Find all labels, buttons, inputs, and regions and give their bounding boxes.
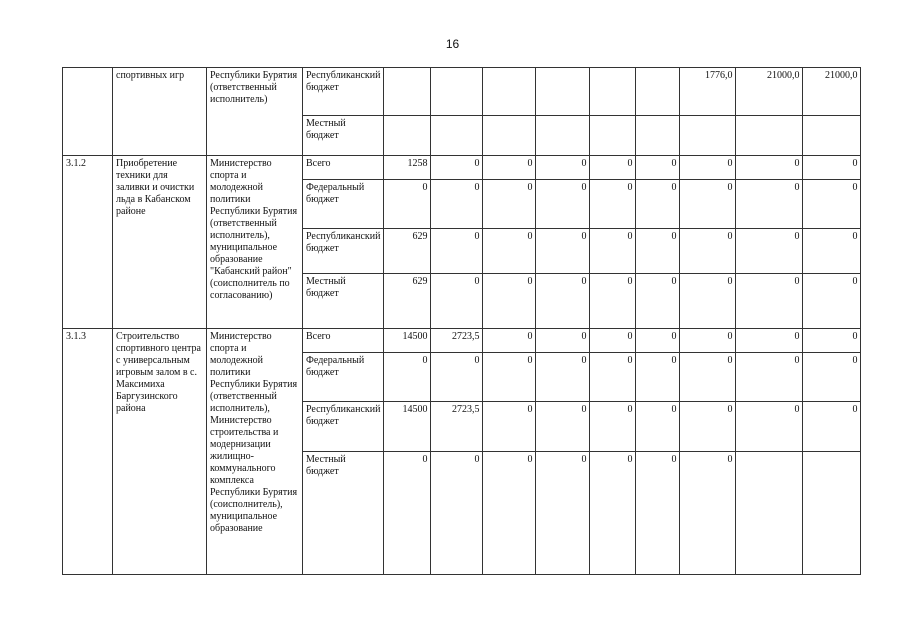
item-executor: Министерство спорта и молодежной политики Республики Бурятия (ответственный исполнитель), Министерство строительства и модернизации жилищно-коммунального комплекса Республики Бурятия (соисполнитель), муниципальное образование — [207, 329, 303, 575]
funding-value: 0 — [590, 156, 636, 180]
funding-source: Республиканский бюджет — [303, 229, 384, 274]
table-row — [63, 68, 861, 116]
funding-value: 0 — [483, 229, 536, 274]
funding-value: 0 — [431, 229, 483, 274]
funding-value: 0 — [636, 180, 680, 229]
funding-value: 0 — [803, 353, 861, 402]
item-title: спортивных игр — [113, 68, 207, 156]
funding-value — [736, 452, 803, 575]
funding-value — [536, 116, 590, 156]
funding-value — [431, 68, 483, 116]
funding-value — [590, 116, 636, 156]
funding-value: 0 — [736, 229, 803, 274]
funding-value: 0 — [803, 329, 861, 353]
funding-value: 0 — [536, 329, 590, 353]
funding-value — [431, 116, 483, 156]
funding-value: 2723,5 — [431, 329, 483, 353]
item-code: 3.1.2 — [63, 156, 113, 329]
funding-source: Республиканский бюджет — [303, 402, 384, 452]
funding-value: 0 — [636, 156, 680, 180]
funding-value: 0 — [590, 180, 636, 229]
funding-value: 0 — [590, 452, 636, 575]
funding-value: 0 — [590, 329, 636, 353]
funding-value: 0 — [590, 229, 636, 274]
funding-value: 0 — [536, 353, 590, 402]
table-body — [63, 68, 861, 575]
funding-value: 0 — [803, 402, 861, 452]
funding-value — [636, 68, 680, 116]
funding-value — [803, 452, 861, 575]
funding-value — [536, 68, 590, 116]
funding-value: 0 — [736, 156, 803, 180]
funding-value: 629 — [384, 229, 431, 274]
funding-value: 21000,0 — [736, 68, 803, 116]
funding-value: 0 — [736, 402, 803, 452]
budget-table — [62, 67, 861, 575]
funding-value: 0 — [536, 180, 590, 229]
funding-value: 0 — [636, 274, 680, 329]
table-row — [63, 156, 861, 180]
funding-source: Республиканский бюджет — [303, 68, 384, 116]
item-code: 3.1.3 — [63, 329, 113, 575]
funding-value: 0 — [803, 180, 861, 229]
funding-value: 0 — [384, 353, 431, 402]
funding-value: 0 — [636, 452, 680, 575]
funding-value: 0 — [736, 180, 803, 229]
funding-value: 0 — [680, 402, 736, 452]
funding-value: 0 — [384, 452, 431, 575]
item-executor: Министерство спорта и молодежной политики Республики Бурятия (ответственный исполнитель), муниципальное образование "Кабанский район" (соисполнитель по согласованию) — [207, 156, 303, 329]
funding-value: 0 — [680, 180, 736, 229]
funding-value: 0 — [431, 274, 483, 329]
funding-value: 14500 — [384, 329, 431, 353]
item-title: Приобретение техники для заливки и очистки льда в Кабанском районе — [113, 156, 207, 329]
funding-value: 0 — [536, 229, 590, 274]
funding-value — [803, 116, 861, 156]
funding-value: 0 — [680, 329, 736, 353]
funding-value: 0 — [803, 156, 861, 180]
funding-value: 21000,0 — [803, 68, 861, 116]
funding-source: Всего — [303, 156, 384, 180]
funding-source: Местный бюджет — [303, 274, 384, 329]
funding-value: 0 — [590, 274, 636, 329]
funding-value: 0 — [483, 180, 536, 229]
funding-value: 0 — [590, 402, 636, 452]
funding-source: Федеральный бюджет — [303, 353, 384, 402]
item-executor: Республики Бурятия (ответственный исполнитель) — [207, 68, 303, 156]
funding-value: 0 — [483, 402, 536, 452]
funding-value — [384, 116, 431, 156]
funding-value: 0 — [431, 452, 483, 575]
funding-value: 1776,0 — [680, 68, 736, 116]
funding-value: 0 — [483, 452, 536, 575]
funding-value: 0 — [431, 180, 483, 229]
funding-value: 0 — [536, 452, 590, 575]
funding-value: 0 — [680, 353, 736, 402]
funding-value: 0 — [680, 452, 736, 575]
funding-value — [590, 68, 636, 116]
funding-value — [736, 116, 803, 156]
funding-value: 0 — [590, 353, 636, 402]
funding-value: 0 — [536, 156, 590, 180]
funding-value: 0 — [483, 274, 536, 329]
funding-value: 0 — [483, 329, 536, 353]
funding-value — [680, 116, 736, 156]
funding-value — [384, 68, 431, 116]
funding-value: 2723,5 — [431, 402, 483, 452]
funding-source: Федеральный бюджет — [303, 180, 384, 229]
funding-value: 0 — [680, 229, 736, 274]
funding-value: 0 — [736, 274, 803, 329]
funding-value: 0 — [736, 329, 803, 353]
funding-value: 0 — [680, 274, 736, 329]
funding-value: 0 — [636, 402, 680, 452]
funding-value: 0 — [431, 353, 483, 402]
table-row — [63, 329, 861, 353]
funding-value: 1258 — [384, 156, 431, 180]
funding-source: Местный бюджет — [303, 452, 384, 575]
funding-value: 0 — [536, 402, 590, 452]
funding-value: 0 — [483, 156, 536, 180]
funding-value — [483, 116, 536, 156]
funding-value: 0 — [736, 353, 803, 402]
funding-source: Местный бюджет — [303, 116, 384, 156]
funding-source: Всего — [303, 329, 384, 353]
funding-value: 0 — [636, 229, 680, 274]
funding-value: 0 — [803, 274, 861, 329]
page-number: 16 — [445, 37, 460, 51]
funding-value: 0 — [384, 180, 431, 229]
funding-value: 0 — [803, 229, 861, 274]
funding-value: 0 — [636, 353, 680, 402]
item-code — [63, 68, 113, 156]
item-title: Строительство спортивного центра с универсальным игровым залом в с. Максимиха Баргузинского района — [113, 329, 207, 575]
funding-value: 0 — [536, 274, 590, 329]
funding-value: 0 — [431, 156, 483, 180]
funding-value — [483, 68, 536, 116]
funding-value: 0 — [483, 353, 536, 402]
funding-value: 0 — [680, 156, 736, 180]
funding-value: 629 — [384, 274, 431, 329]
funding-value: 0 — [636, 329, 680, 353]
funding-value: 14500 — [384, 402, 431, 452]
funding-value — [636, 116, 680, 156]
